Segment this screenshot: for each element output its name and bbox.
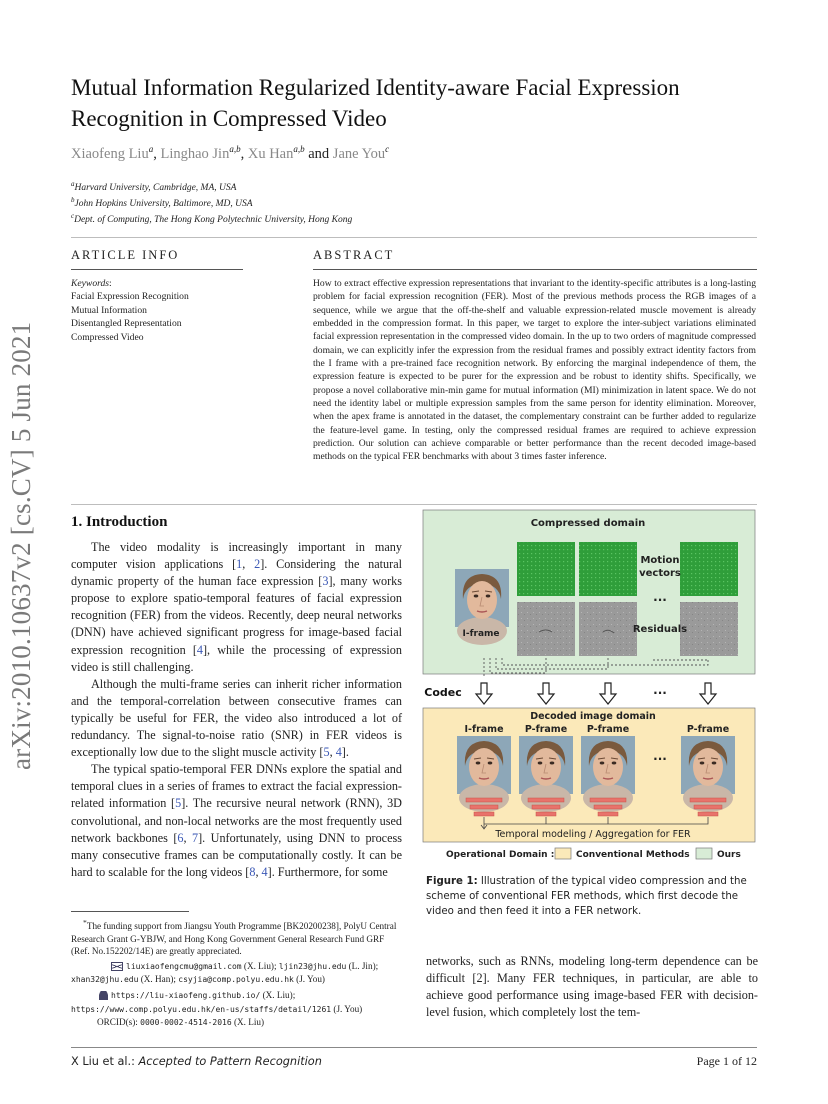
motion-vectors-label: Motion vectors	[639, 555, 681, 579]
footer-left: X Liu et al.: Accepted to Pattern Recognition	[71, 1055, 322, 1068]
citation-link[interactable]: 2	[254, 557, 261, 572]
abstract-text: How to extract effective expression representations that invariant to the identity-specific attributes is a long-lasting problem for facial expression recognition (FER). Most of the previous methods process the RGB images of a sequence, while we argue that the off-the-shelf and valuable expression-related muscle movement is already embedded in the compression format. In this paper, we target to explore the inter-subject variations eliminated facial expression representation in the compressed video domain. In the up to two orders of magnitude compressed domain, we can explicitly infer the expression from the residual frames and possibly extract identity factors from the I frame with a pre-trained face recognition network. By enforcing the marginal independence of them, the expression feature is expected to be purer for the expression and be robust to identity shifts. Specifically, we propose a novel collaborative min-min game for mutual information (MI) minimization in latent space. We do not need the identity label or multiple expression samples from the same person for identity elimination. Moreover, when the apex frame is annotated in the dataset, the complementary constraint can be further added to regularize the feature-level game. In testing, only the compressed residual frames are required to achieve expression prediction. Our solution can achieve comparable or better performance than the recent decoded image-based methods on the typical FER benchmarks with about 3 times faster inference.	[313, 278, 756, 463]
citation-link[interactable]: 1	[236, 557, 243, 572]
residuals-label: Residuals	[632, 624, 688, 635]
homepage-link[interactable]: https://www.comp.polyu.edu.hk/en-us/staffs/detail/1261	[71, 1004, 332, 1014]
email-link[interactable]: ljin23@jhu.edu	[278, 961, 347, 971]
figure-caption: Figure 1: Illustration of the typical video compression and the scheme of conventional FER methods, which first decode the video and then feed it into a FER network.	[426, 876, 747, 918]
legend-ours-label: Ours	[717, 850, 741, 860]
page-number: Page 1 of 12	[696, 1054, 757, 1068]
citation-link[interactable]: 3	[322, 574, 329, 589]
divider	[71, 269, 243, 270]
affiliation: $^b$John Hopkins University, Baltimore, MD, USA	[71, 196, 253, 210]
citation-link[interactable]: 6	[177, 830, 184, 845]
divider	[71, 237, 757, 238]
keywords-label: Keywords	[71, 278, 110, 289]
body-text-col2: networks, such as RNNs, modeling long-term dependence can be difficult [2]. Many FER techniques, in particular, are able to achieve good performance using image-based FER with decision-level fusion, which completely lost the tem-	[426, 954, 758, 1020]
paragraph: The video modality is increasingly important in many computer vision applications [1, 2]. Considering the natural dynamic property of the human face expression [3], many works propose to explore spatio-temporal features of facial expression recognition (FER) from the videos. Recently, deep neural networks (DNN) have achieved significant progress for image-based facial expression recognition [4], while the processing of expression video is still challenging.	[71, 540, 402, 674]
frame-label: I-frame	[464, 724, 504, 735]
affiliation: $^a$Harvard University, Cambridge, MA, USA	[71, 180, 237, 194]
author-name[interactable]: Xiaofeng Liu	[71, 145, 149, 162]
frame-label: P-frame	[686, 724, 730, 735]
legend-conventional-label: Conventional Methods	[576, 850, 690, 860]
paragraph: The typical spatio-temporal FER DNNs explore the spatial and temporal clues in a series of frames to extract the facial expression-related information [5]. The recursive neural network (RNN), 3D convolutional, and non-local networks are the most frequently used network backbones [6, 7]. Unfortunately, using DNN to process many consecutive frames can be computationally costly. It can be hard to scalable for the long videos [8, 4]. Furthermore, for some	[71, 762, 402, 879]
affiliation: $^c$Dept. of Computing, The Hong Kong Polytechnic University, Hong Kong	[71, 212, 353, 226]
residual-frame	[579, 602, 637, 656]
legend-title: Operational Domain :	[446, 850, 555, 860]
footer-rule	[71, 1047, 757, 1048]
email-link[interactable]: liuxiaofengcmu@gmail.com	[126, 961, 242, 971]
caption-label: Figure 1:	[426, 876, 478, 887]
figure-1	[418, 508, 760, 868]
author-name[interactable]: Xu Han	[247, 145, 294, 162]
temporal-modeling-label: Temporal modeling / Aggregation for FER	[495, 829, 691, 840]
motion-vector-frame	[579, 542, 637, 596]
article-info-heading: ARTICLE INFO	[71, 248, 180, 262]
residual-frame	[517, 602, 575, 656]
decode-arrows	[476, 683, 716, 704]
keyword: Disentangled Representation	[71, 318, 182, 330]
residual-frame	[680, 602, 738, 656]
keyword: Compressed Video	[71, 331, 144, 343]
citation-link[interactable]: 4	[261, 864, 268, 879]
legend-swatch-ours	[696, 848, 712, 859]
citation-link[interactable]: 5	[175, 796, 182, 811]
orcid-id[interactable]: 0000-0002-4514-2016	[140, 1018, 232, 1028]
codec-label: Codec	[424, 686, 462, 699]
citation-link[interactable]: 5	[323, 745, 330, 760]
keyword: Facial Expression Recognition	[71, 291, 189, 303]
legend-swatch-conventional	[555, 848, 571, 859]
keywords-block: Keywords: Facial Expression Recognition Mutual Information Disentangled Representation Compressed Video	[71, 277, 241, 344]
citation-link[interactable]: 7	[191, 830, 199, 845]
frame-label: P-frame	[524, 724, 568, 735]
motion-vector-frame	[680, 542, 738, 596]
intro-body	[71, 539, 402, 881]
citation-link[interactable]: 4	[335, 745, 342, 760]
divider	[313, 269, 757, 270]
ellipsis: ···	[653, 686, 667, 700]
funding-note: The funding support from Jiangsu Youth Programme [BK20200238], PolyU Central Research Grant G-YBJW, and Hong Kong Government General Research Fund GRF (Ref. No.152202/14E) are greatly appreciated.	[71, 921, 397, 957]
person-icon	[99, 991, 108, 1000]
email-link[interactable]: csyjia@comp.polyu.edu.hk	[178, 975, 294, 985]
footnote: *The funding support from Jiangsu Youth Programme [BK20200238], PolyU Central Research Grant G-YBJW, and Hong Kong Government General Research Fund GRF (Ref. No.152202/14E) are greatly appreciated. liuxiaofengcmu@gmail.com (X. Liu); ljin23@jhu.edu (L. Jin); xhan32@jhu.edu (X. Han); csyjia@comp.polyu.edu.hk (J. You) https://liu-xiaofeng.github.io/ (X. Liu); https://www.comp.polyu.edu.hk/en-us/staffs/detail/1261 (J. You) ORCID(s): 0000-0002-4514-2016 (X. Liu)	[71, 918, 397, 1028]
citation-link[interactable]: 8	[249, 864, 256, 879]
email-icon	[111, 962, 123, 971]
motion-vector-frame	[517, 542, 575, 596]
decoded-domain-label: Decoded image domain	[530, 711, 656, 722]
section-heading-introduction: 1. Introduction	[71, 514, 168, 530]
arxiv-stamp: arXiv:2010.10637v2 [cs.CV] 5 Jun 2021	[6, 321, 36, 770]
ellipsis: ···	[653, 593, 667, 607]
footnote-rule	[71, 911, 189, 912]
iframe-label: I-frame	[462, 629, 500, 639]
keyword: Mutual Information	[71, 304, 147, 316]
author-name[interactable]: Linghao Jin	[160, 145, 230, 162]
email-link[interactable]: xhan32@jhu.edu	[71, 975, 139, 985]
ellipsis: ···	[653, 752, 667, 766]
citation-link[interactable]: 4	[196, 642, 203, 657]
compressed-domain-label: Compressed domain	[530, 518, 646, 529]
abstract-heading: ABSTRACT	[313, 248, 395, 262]
author-list: Xiaofeng Liu$^a$, Linghao Jin$^{a,b}$, Xu Han$^{a,b}$ and Jane You$^c$	[71, 144, 390, 162]
paper-title: Mutual Information Regularized Identity-aware Facial Expression Recognition in Compressed Video	[71, 75, 680, 131]
frame-label: P-frame	[586, 724, 630, 735]
homepage-link[interactable]: https://liu-xiaofeng.github.io/	[111, 991, 261, 1001]
author-name[interactable]: Jane You	[332, 145, 386, 162]
divider	[71, 504, 757, 505]
paragraph: Although the multi-frame series can inherit richer information and the temporal-correlation between consecutive frames can typically be useful for FER, the video also introduced a lot of redundancy. The signal-to-noise ratio (SNR) in FER videos is exceptionally low due to the slight muscle activity [5, 4].	[71, 676, 402, 760]
